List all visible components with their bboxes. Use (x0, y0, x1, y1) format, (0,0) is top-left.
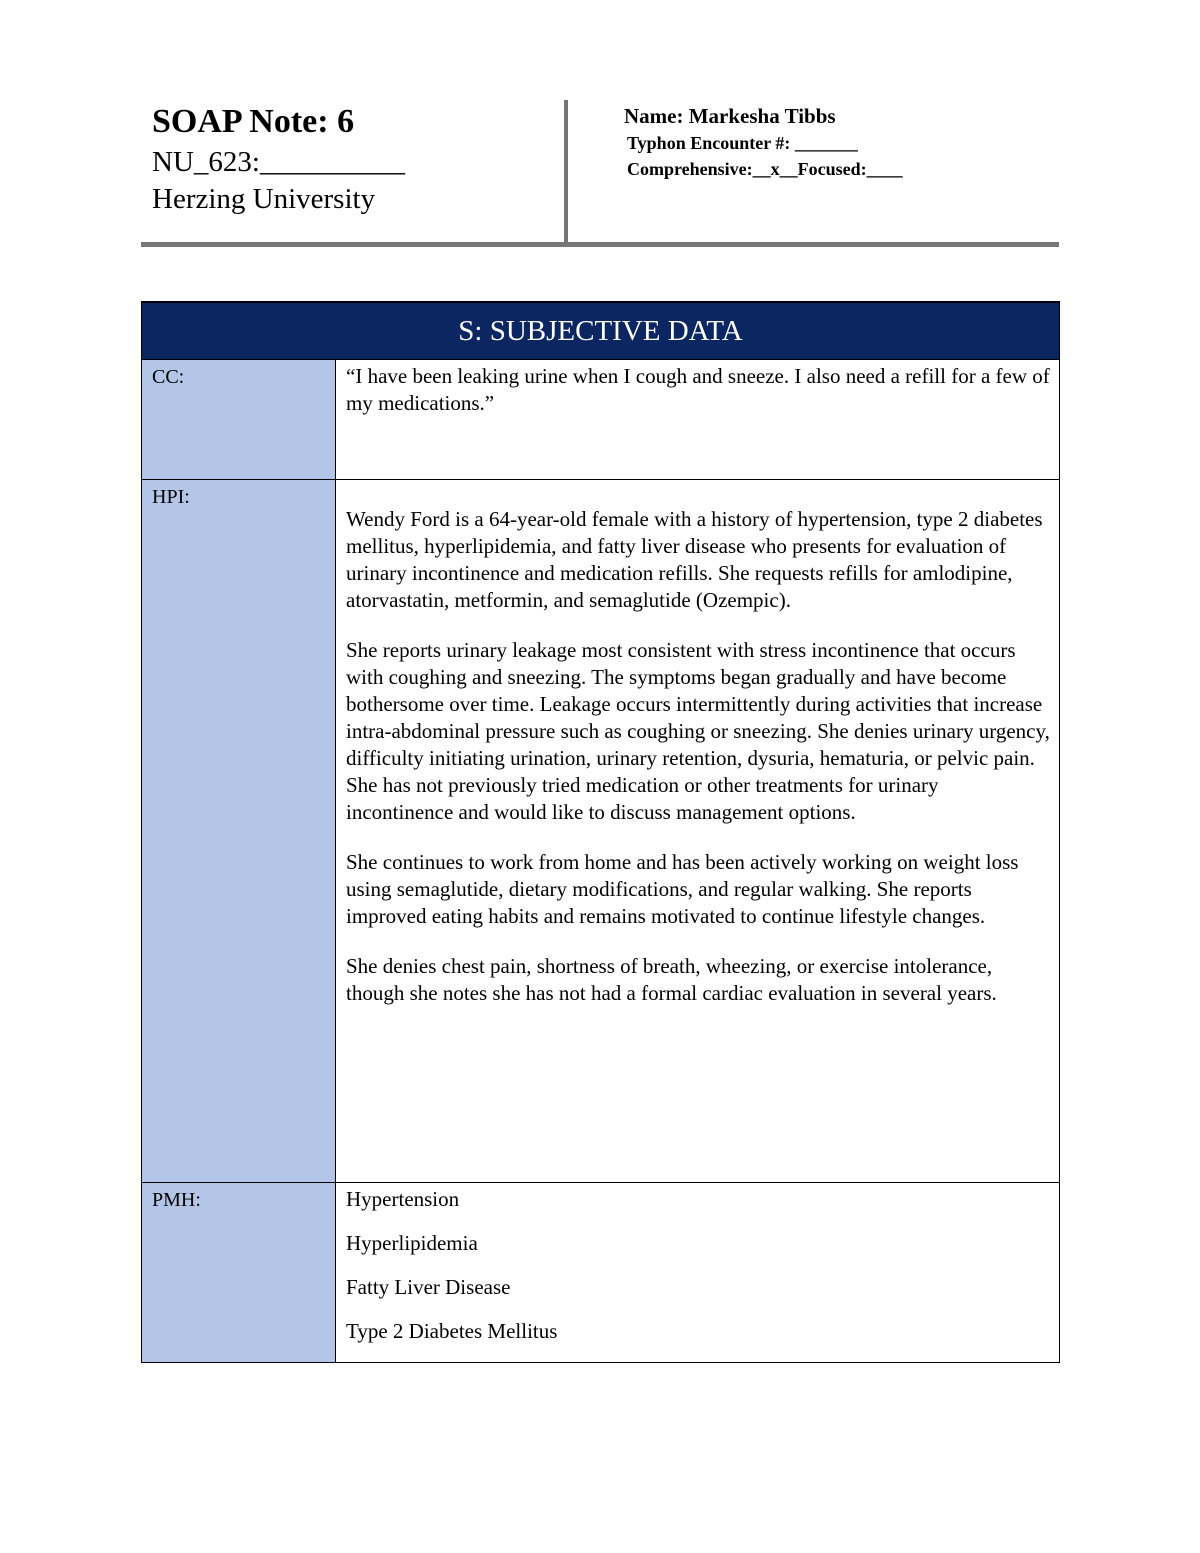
cc-row (142, 360, 1060, 480)
section-heading-row (142, 302, 1060, 360)
header-horizontal-divider (141, 242, 1059, 247)
pmh-label: PMH: (142, 1183, 336, 1363)
hpi-row (142, 480, 1060, 1183)
student-name: Name: Markesha Tibbs (624, 104, 836, 128)
pmh-content (336, 1183, 1060, 1363)
header-right-block (624, 102, 903, 182)
hpi-paragraph: She continues to work from home and has been actively working on weight loss using semaglutide, dietary modifications, and regular walking. She reports improved eating habits and remains motivated to continue lifestyle changes. (346, 850, 1019, 928)
school-name: Herzing University (152, 183, 376, 215)
cc-text: “I have been leaking urine when I cough and sneeze. I also need a refill for a few of my medications.” (346, 364, 1050, 415)
hpi-content (336, 480, 1060, 1183)
pmh-item: Hyperlipidemia (346, 1231, 478, 1255)
pmh-item: Hypertension (346, 1187, 460, 1211)
hpi-paragraph: Wendy Ford is a 64-year-old female with a history of hypertension, type 2 diabetes mellitus, hyperlipidemia, and fatty liver disease who presents for evaluation of urinary incontinence and medication refills. She requests refills for amlodipine, atorvastatin, metformin, and semaglutide (Ozempic). (346, 507, 1043, 612)
pmh-item: Fatty Liver Disease (346, 1275, 511, 1299)
hpi-label: HPI: (142, 480, 336, 1183)
header-vertical-divider (564, 100, 568, 245)
pmh-row (142, 1183, 1060, 1363)
header-left-block (152, 100, 405, 218)
subjective-heading: S: SUBJECTIVE DATA (142, 302, 1060, 360)
cc-label: CC: (142, 360, 336, 480)
course-code: NU_623:__________ (152, 146, 405, 178)
hpi-paragraph: She denies chest pain, shortness of breath, wheezing, or exercise intolerance, though she notes she has not had a formal cardiac evaluation in several years. (346, 954, 997, 1005)
pmh-item: Type 2 Diabetes Mellitus (346, 1319, 558, 1343)
note-type-line: Comprehensive:__x__Focused:____ (627, 159, 903, 179)
subjective-data-table (141, 301, 1060, 1363)
cc-content (336, 360, 1060, 480)
typhon-encounter-line: Typhon Encounter #: _______ (627, 133, 858, 153)
hpi-paragraph: She reports urinary leakage most consistent with stress incontinence that occurs with coughing and sneezing. The symptoms began gradually and have become bothersome over time. Leakage occurs intermittently during activities that increase intra-abdominal pressure such as coughing or sneezing. She denies urinary urgency, difficulty initiating urination, urinary retention, dysuria, hematuria, or pelvic pain. She has not previously tried medication or other treatments for urinary incontinence and would like to discuss management options. (346, 638, 1050, 824)
soap-note-title: SOAP Note: 6 (152, 103, 355, 140)
document-header (141, 100, 1059, 248)
